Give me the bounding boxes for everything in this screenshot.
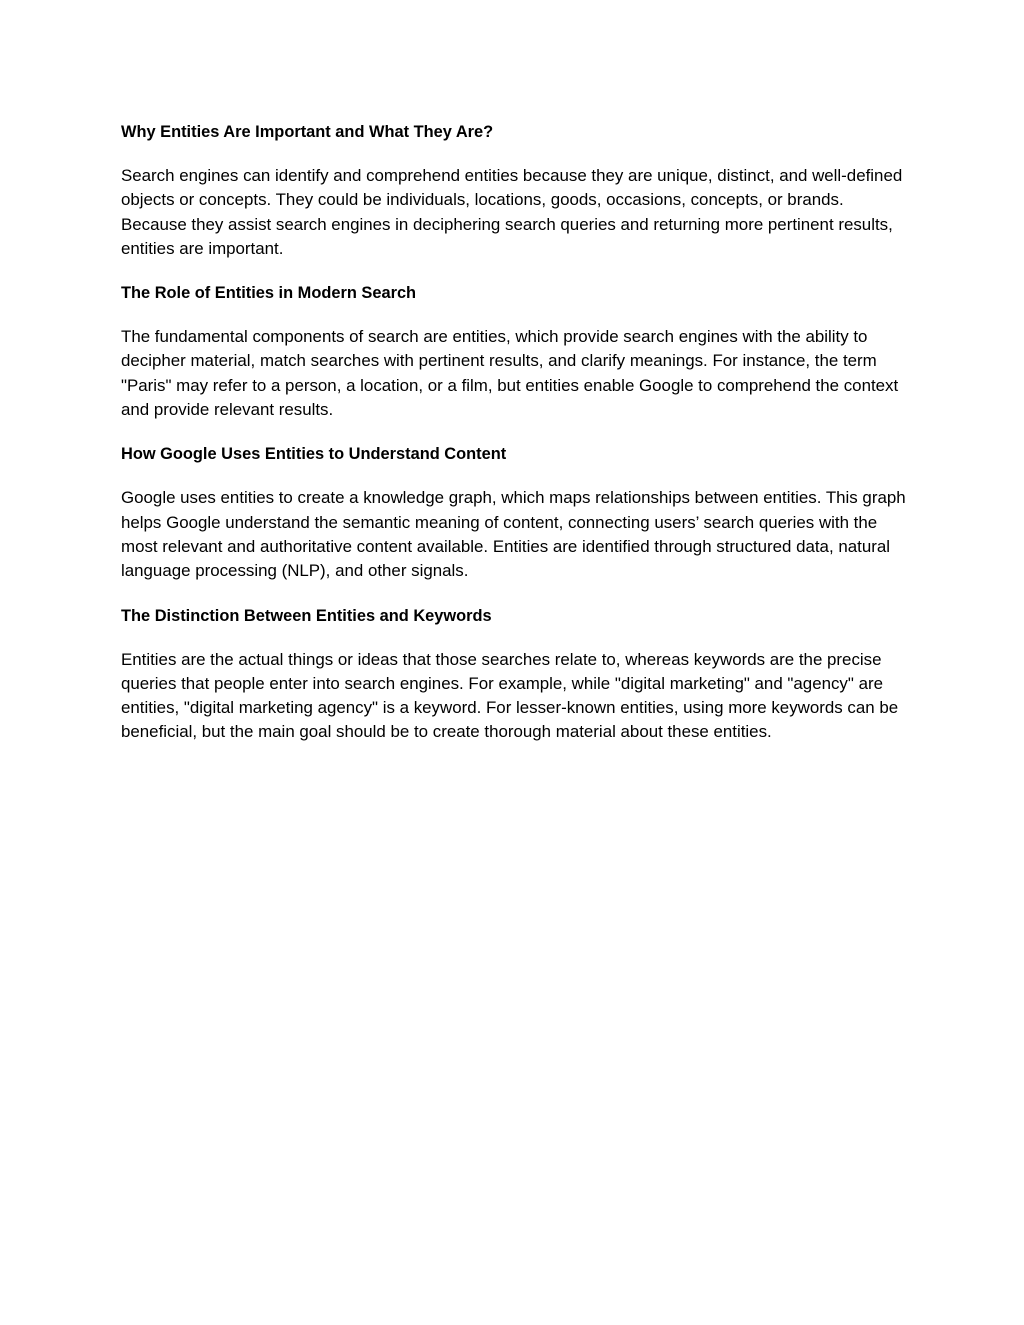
section-heading: The Distinction Between Entities and Keywords <box>121 606 492 625</box>
section-heading: How Google Uses Entities to Understand Content <box>121 445 507 464</box>
section-paragraph: Search engines can identify and comprehend entities because they are unique, distinct, and well-defined objects or concepts. They could be individuals, locations, goods, occasions, concepts, or brands. Because they assist search engines in deciphering search queries and returning more pertinent results, entities are important. <box>121 166 903 258</box>
section-heading: Why Entities Are Important and What They Are? <box>121 123 494 141</box>
section-paragraph: Entities are the actual things or ideas that those searches relate to, whereas keywords are the precise queries that people enter into search engines. For example, while "digital marketing" and "agency" are entities, "digital marketing agency" is a keyword. For lesser-known entities, using more keywords can be beneficial, but the main goal should be to create thorough material about these entities. <box>121 649 899 742</box>
document-page <box>121 120 911 765</box>
section-paragraph: The fundamental components of search are entities, which provide search engines with the ability to decipher material, match searches with pertinent results, and clarify meanings. For instance, the term "Paris" may refer to a person, a location, or a film, but entities enable Google to comprehend the context and provide relevant results. <box>121 327 899 420</box>
section-heading: The Role of Entities in Modern Search <box>121 284 417 303</box>
section-paragraph: Google uses entities to create a knowledge graph, which maps relationships between entities. This graph helps Google understand the semantic meaning of content, connecting users’ search queries with the most relevant and authoritative content available. Entities are identified through structured data, natural language processing (NLP), and other signals. <box>121 488 906 581</box>
